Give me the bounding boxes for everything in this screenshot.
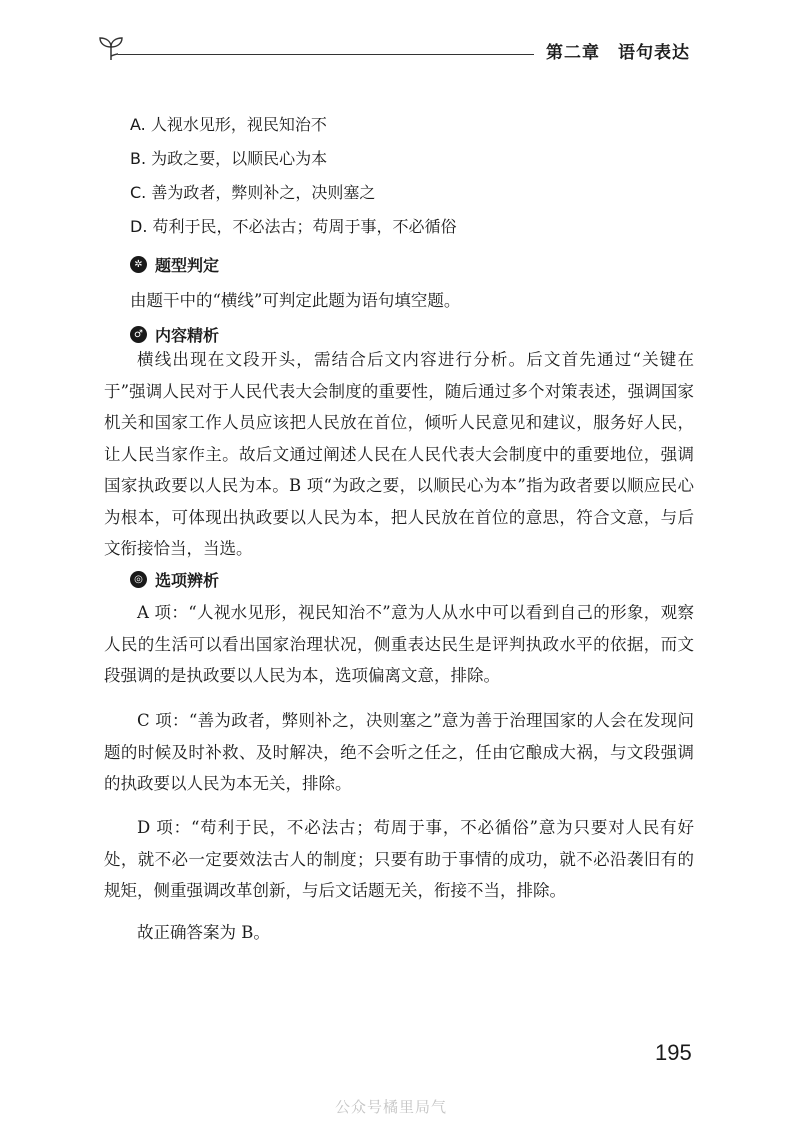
chapter-title: 语句表达	[618, 43, 690, 63]
section-options-title: 选项辨析	[155, 570, 220, 590]
section-content-heading	[130, 323, 219, 345]
watermark: 公众号橘里局气	[335, 1098, 448, 1116]
analysis-icon: ♂	[130, 326, 147, 343]
section-content-text: 横线出现在文段开头，需结合后文内容进行分析。后文首先通过“关键在于”强调人民对于人民代表大会制度的重要性，随后通过多个对策表述，强调国家机关和国家工作人员应该把人民放在首位，倾听人民意见和建议，服务好人民，让人民当家作主。故后文通过阐述人民在人民代表大会制度中的重要地位，强调国家执政要以人民为本。B 项“为政之要，以顺民心为本”指为政者要以顺应民心为根本，可体现出执政要以人民为本，把人民放在首位的意思，符合文意，与后文衔接恰当，当选。	[104, 350, 694, 558]
section-options-heading	[130, 568, 219, 590]
sprout-icon	[96, 34, 126, 62]
option-a-analysis: A 项：“人视水见形，视民知治不”意为人从水中可以看到自己的形象，观察人民的生活可以看出国家治理状况，侧重表达民生是评判执政水平的依据，而文段强调的是执政要以人民为本，选项偏离文意，排除。	[104, 603, 694, 685]
option-b: B. 为政之要，以顺民心为本	[130, 149, 328, 168]
option-c: C. 善为政者，弊则补之，决则塞之	[130, 183, 376, 202]
section-content-title: 内容精析	[155, 325, 220, 345]
option-a: A. 人视水见形，视民知治不	[130, 115, 327, 134]
section-type-heading	[130, 253, 219, 275]
gear-icon: ✲	[130, 256, 147, 273]
option-d-analysis: D 项：“苟利于民，不必法古；苟周于事，不必循俗”意为只要对人民有好处，就不必一定要效法古人的制度；只要有助于事情的成功，就不必沿袭旧有的规矩，侧重强调改革创新，与后文话题无关，衔接不当，排除。	[104, 818, 694, 900]
option-d: D. 苟利于民，不必法古；苟周于事，不必循俗	[130, 217, 457, 236]
options-icon: ◎	[130, 571, 147, 588]
header-rule	[118, 54, 534, 55]
conclusion: 故正确答案为 B。	[137, 923, 270, 942]
section-type-title: 题型判定	[155, 255, 220, 275]
page-number: 195	[655, 1040, 692, 1065]
option-c-analysis: C 项：“善为政者，弊则补之，决则塞之”意为善于治理国家的人会在发现问题的时候及时补救、及时解决，绝不会听之任之，任由它酿成大祸，与文段强调的执政要以人民为本无关，排除。	[104, 711, 694, 793]
chapter-number: 第二章	[546, 43, 600, 63]
section-type-text: 由题干中的“横线”可判定此题为语句填空题。	[130, 291, 461, 310]
chapter-header	[546, 38, 690, 63]
